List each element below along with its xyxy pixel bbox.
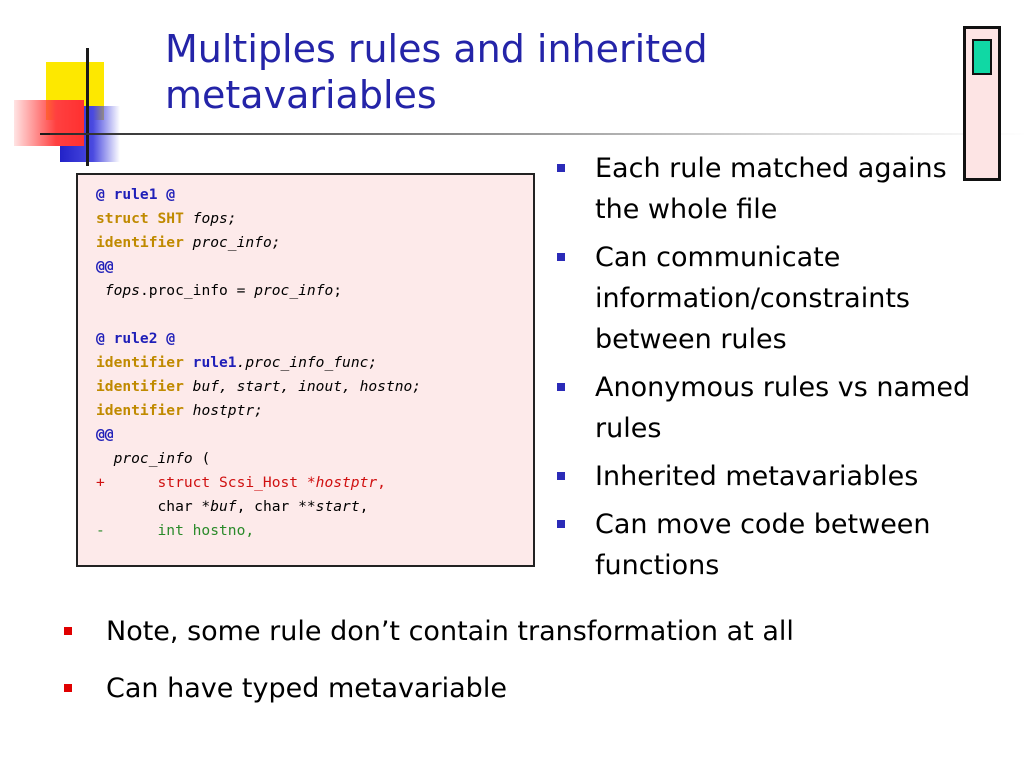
code-token: @ rule1 @ <box>96 186 176 203</box>
bullet-text: Anonymous rules vs named rules <box>595 372 971 444</box>
code-token: hostptr; <box>192 402 263 419</box>
code-token: identifier <box>96 378 193 395</box>
code-token: fops; <box>192 210 237 227</box>
bullet-text: Inherited metavariables <box>595 461 919 492</box>
title-underline <box>50 133 1024 135</box>
code-token: hostptr <box>315 474 378 491</box>
code-token: start <box>315 498 360 515</box>
code-block <box>76 173 535 567</box>
corner-frame-decoration <box>963 26 1001 181</box>
code-token: identifier <box>96 402 193 419</box>
code-line <box>96 327 533 351</box>
square-bullet-icon <box>557 520 565 528</box>
square-bullet-icon <box>64 627 72 635</box>
code-token <box>96 282 105 299</box>
code-token: , char ** <box>236 498 316 515</box>
code-line <box>96 231 533 255</box>
side-bullet-item <box>555 148 995 230</box>
code-token <box>96 450 114 467</box>
code-token: @ rule2 @ <box>96 330 176 347</box>
code-token: buf <box>210 498 237 515</box>
square-bullet-icon <box>557 383 565 391</box>
code-token: @@ <box>96 258 114 275</box>
code-token: @@ <box>96 426 114 443</box>
code-token: struct SHT <box>96 210 193 227</box>
bullet-text: Each rule matched agains the whole file <box>595 153 947 225</box>
code-token: , <box>359 498 369 515</box>
code-line <box>96 279 533 303</box>
side-bullet-item <box>555 456 995 497</box>
bullet-text: Note, some rule don’t contain transformation at all <box>106 616 794 647</box>
code-line <box>96 447 533 471</box>
code-line <box>96 519 533 543</box>
code-token: proc_info; <box>192 234 281 251</box>
code-line <box>96 423 533 447</box>
bullet-text: Can move code between functions <box>595 509 931 581</box>
code-token: identifier <box>96 354 193 371</box>
side-bullet-item <box>555 237 995 360</box>
code-line <box>96 183 533 207</box>
code-token: fops <box>104 282 140 299</box>
bottom-bullet-item <box>62 667 1002 711</box>
bullet-text: Can have typed metavariable <box>106 673 507 704</box>
slide-title: Multiples rules and inherited metavariables <box>165 27 708 117</box>
corner-teal-block-decoration <box>972 39 992 75</box>
code-line <box>96 471 533 495</box>
code-token: , <box>377 474 386 491</box>
side-bullet-item <box>555 504 995 586</box>
code-token: buf, start, inout, hostno; <box>192 378 422 395</box>
code-line <box>96 495 533 519</box>
code-line <box>96 399 533 423</box>
code-token: - int hostno, <box>96 522 255 539</box>
code-token: ( <box>192 450 211 467</box>
red-square-decoration <box>14 100 84 146</box>
code-token: ; <box>333 282 343 299</box>
code-line <box>96 351 533 375</box>
code-line <box>96 255 533 279</box>
square-bullet-icon <box>557 472 565 480</box>
code-token: .proc_info_func; <box>236 354 378 371</box>
vertical-line-decoration <box>86 48 89 166</box>
code-token: identifier <box>96 234 193 251</box>
bullet-text: Can communicate information/constraints between rules <box>595 242 910 355</box>
bottom-bullet-list <box>62 610 1002 724</box>
code-token: char * <box>96 498 211 515</box>
code-line <box>96 375 533 399</box>
bottom-bullet-item <box>62 610 1002 654</box>
code-token: + struct Scsi_Host * <box>96 474 316 491</box>
side-bullet-item <box>555 367 995 449</box>
square-bullet-icon <box>557 164 565 172</box>
code-token: rule1 <box>192 354 237 371</box>
code-token: .proc_info = <box>139 282 255 299</box>
square-bullet-icon <box>557 253 565 261</box>
square-bullet-icon <box>64 684 72 692</box>
code-token: proc_info <box>113 450 193 467</box>
code-line <box>96 207 533 231</box>
side-bullet-list <box>555 148 995 593</box>
code-line <box>96 303 533 327</box>
code-token: proc_info <box>254 282 334 299</box>
